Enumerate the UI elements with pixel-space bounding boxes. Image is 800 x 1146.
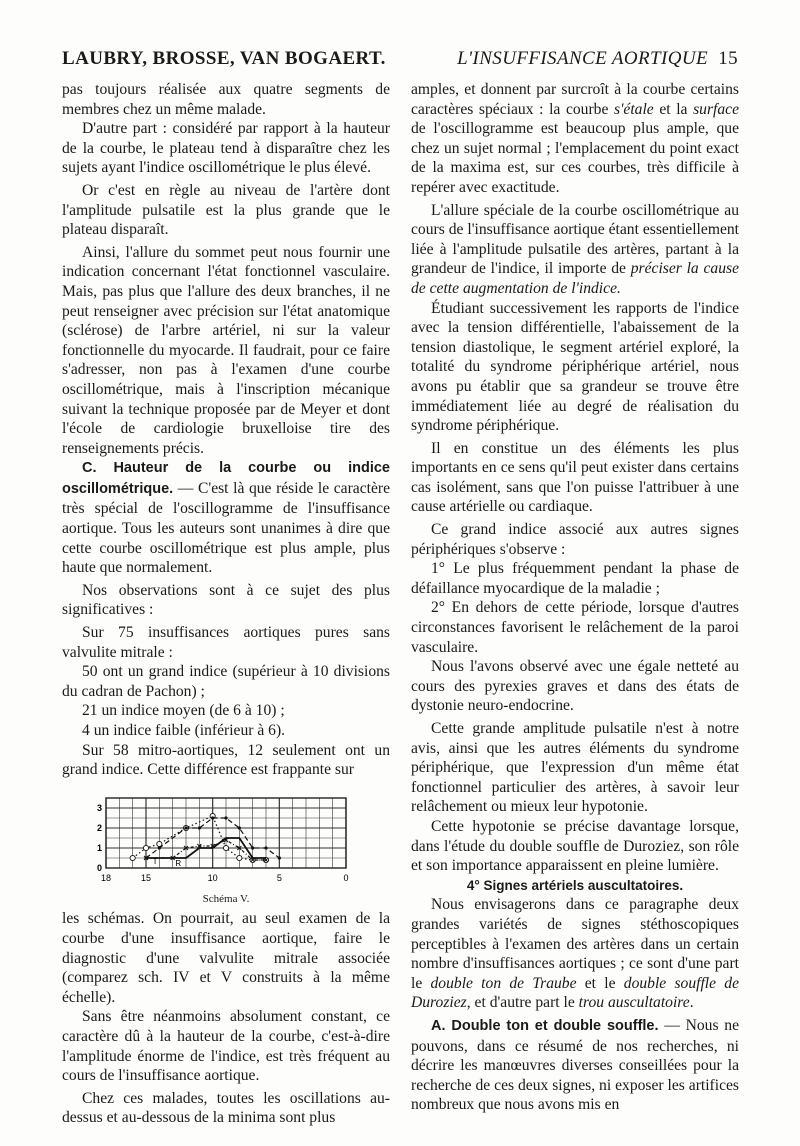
paragraph: Nous l'avons observé avec une égale netteté au cours des pyrexies graves et dans des états de dystonie neuro-endocrine. <box>411 658 739 715</box>
right-column <box>411 80 739 1115</box>
annotation-label: T <box>152 856 158 866</box>
paragraph: Ainsi, l'allure du sommet peut nous fournir une indication concernant l'état fonctionnel vasculaire. Mais, pas plus que l'allure des deux branches, il ne peut renseigner avec précision sur l'état anatomique (sclérose) de l'arbre artériel, ni sur la valeur fonctionnelle du myocarde. Il faudrait, pour ce faire s'adresser, non pas à l'examen d'une courbe oscillométrique, mais à l'inscription mécanique suivant la technique proposée par de Meyer et dont l'école de cardiologie bruxelloise tire des renseignements précis. <box>62 243 390 457</box>
paragraph-text: L'allure spéciale de la courbe oscillométrique au cours de l'insuffisance aortique étant essentiellement liée à l'amplitude pulsatile des artères, partant à la grandeur de l'indice, il importe de <box>411 201 739 278</box>
x-tick-label: 0 <box>343 872 349 883</box>
paragraph: Étudiant successivement les rapports de l'indice avec la tension différentielle, l'abaissement de la tension diastolique, le segment artériel exploré, la totalité du syndrome périphérique artériel, nous avons pu établir que sa grandeur se trouve être immédiatement liée au degré de réalisation du syndrome périphérique. <box>411 299 739 435</box>
annotation-label: R <box>175 858 182 868</box>
paragraph-text: de l'oscillogramme est beaucoup plus ample, que chez un sujet normal ; l'emplacement du point exact de la maxima est, sur ces courbes, très difficile à repérer avec exactitude. <box>411 120 739 196</box>
italic-text: double ton de Traube <box>430 974 577 992</box>
paragraph: Il en constitue un des éléments les plus importants en ce sens qu'il peut exister dans certains cas isolément, sans que l'on puisse l'attribuer à une cause artérielle ou cardiaque. <box>411 439 739 516</box>
paragraph: 21 un indice moyen (de 6 à 10) ; <box>82 702 285 720</box>
italic-text: s'étale <box>614 100 654 118</box>
y-tick-label: 2 <box>96 822 102 833</box>
data-point <box>251 846 254 849</box>
paragraph: 2° En dehors de cette période, lorsque d'autres circonstances favorisent le relâchement de la paroi vasculaire. <box>411 599 739 656</box>
italic-text: préciser la cause de cette augmentation de l'indice. <box>411 260 739 297</box>
paragraph <box>411 201 739 299</box>
paragraph-text: et la <box>653 100 694 118</box>
oscillogram-chart <box>84 790 364 890</box>
left-column <box>62 80 390 1128</box>
y-tick-label: 0 <box>96 862 102 873</box>
running-header <box>62 48 738 72</box>
paragraph: Sur 75 insuffisances aortiques pures sans valvulite mitrale : <box>62 624 390 661</box>
subheading: C. Hauteur de la courbe ou indice oscillométrique. <box>62 460 390 497</box>
paragraph: Cette grande amplitude pulsatile n'est à notre avis, ainsi que les autres éléments du syndrome périphérique, que l'expression d'un même état fonctionnel particulier des artères, à savoir leur relâchement ou mieux leur hypotonie. <box>411 720 739 816</box>
section-heading: 4° Signes artériels auscultatoires. <box>466 877 684 893</box>
italic-text: double souffle de Duroziez <box>411 974 739 1012</box>
paragraph <box>411 80 739 198</box>
x-tick-label: 15 <box>140 872 152 883</box>
data-point <box>198 826 201 829</box>
paragraph-text: amples, et donnent par surcroît à la courbe certains caractères spéciaux : la courbe <box>411 81 739 118</box>
paragraph: Sans être néanmoins absolument constant, ce caractère dû à la hauteur de la courbe, c'est-à-dire l'amplitude énorme de l'indice, est très fréquent au cours de l'insuffisance aortique. <box>62 1008 390 1085</box>
data-point <box>278 856 281 859</box>
paragraph: 4 un indice faible (inférieur à 6). <box>82 722 286 739</box>
paragraph: Chez ces malades, toutes les oscillations au-dessus et au-dessous de la minima sont plus <box>62 1089 390 1127</box>
data-point <box>238 826 241 829</box>
header-title: L'INSUFFISANCE AORTIQUE <box>457 48 708 69</box>
data-point <box>157 841 162 846</box>
data-point <box>223 845 228 850</box>
paragraph: Or c'est en règle au niveau de l'artère dont l'amplitude pulsatile est la plus grande que le plateau disparaît. <box>62 181 390 239</box>
italic-text: surface <box>693 100 740 118</box>
paragraph-text: — Nous ne pouvons, dans ce résumé de nos recherches, ni décrire les manœuvres diverses conseillées pour la recherche de ces deux signes, ni exposer les artifices nombreux que nous avons mis en <box>411 1016 739 1114</box>
x-tick-label: 10 <box>207 872 218 883</box>
data-point <box>211 816 214 819</box>
italic-text: trou auscultatoire <box>578 994 690 1012</box>
paragraph <box>411 1016 739 1115</box>
subheading: A. Double ton et double souffle. <box>431 1017 659 1034</box>
data-point <box>143 845 148 850</box>
paragraph: Ce grand indice associé aux autres signes périphériques s'observe : <box>411 521 739 558</box>
paragraph: les schémas. On pourrait, au seul examen de la courbe d'une insuffisance aortique, faire le diagnostic d'une valvulite mitrale associée (comparez sch. IV et V construits à la même échelle). <box>62 910 390 1006</box>
paragraph: 50 ont un grand indice (supérieur à 10 divisions du cadran de Pachon) ; <box>62 663 390 700</box>
paragraph: Nos observations sont à ce sujet des plus significatives : <box>62 581 390 619</box>
paragraph: Sur 58 mitro-aortiques, 12 seulement ont un grand indice. Cette différence est frappante sur <box>62 741 390 779</box>
paragraph-text: et le <box>576 974 624 992</box>
paragraph <box>411 895 739 1013</box>
data-point <box>158 846 161 849</box>
x-tick-label: 18 <box>100 872 112 883</box>
paragraph: pas toujours réalisée aux quatre segments de membres chez un même malade. <box>62 81 390 118</box>
paragraph: Cette hypotonie se précise davantage lorsque, dans l'étude du double souffle de Duroziez, son rôle et son importance apparaissent en pleine lumière. <box>411 817 739 875</box>
paragraph-text: — C'est là que réside le caractère très spécial de l'oscillogramme de l'insuffisance aortique. Tous les auteurs sont unanimes à dire que cette courbe oscillométrique est plus ample, plus haute que normalement. <box>62 479 390 577</box>
data-point <box>224 816 227 819</box>
paragraph <box>62 458 390 578</box>
paragraph: 1° Le plus fréquemment pendant la phase de défaillance myocardique de la maladie ; <box>411 560 739 597</box>
data-point <box>264 846 267 849</box>
paragraph-text: Nous envisagerons dans ce paragraphe deux grandes variétés de signes stéthoscopiques perceptibles à l'examen des artères dans un certain nombre d'insuffisances aortiques ; ce sont d'une part le <box>411 896 739 992</box>
paragraph: D'autre part : considéré par rapport à la hauteur de la courbe, le plateau tend à disparaître chez les sujets ayant l'indice oscillométrique le plus élevé. <box>62 120 390 177</box>
y-tick-label: 3 <box>96 802 102 813</box>
data-point <box>130 855 135 860</box>
data-point <box>184 826 187 829</box>
figure-caption: Schéma V. <box>202 892 250 905</box>
header-authors: LAUBRY, BROSSE, VAN BOGAERT. <box>62 48 386 69</box>
x-tick-label: 5 <box>276 872 282 883</box>
paragraph-text: . <box>689 994 694 1012</box>
page-number: 15 <box>718 48 738 69</box>
y-tick-label: 1 <box>96 842 102 853</box>
paragraph-text: , et d'autre part le <box>466 994 579 1012</box>
data-point <box>237 855 242 860</box>
